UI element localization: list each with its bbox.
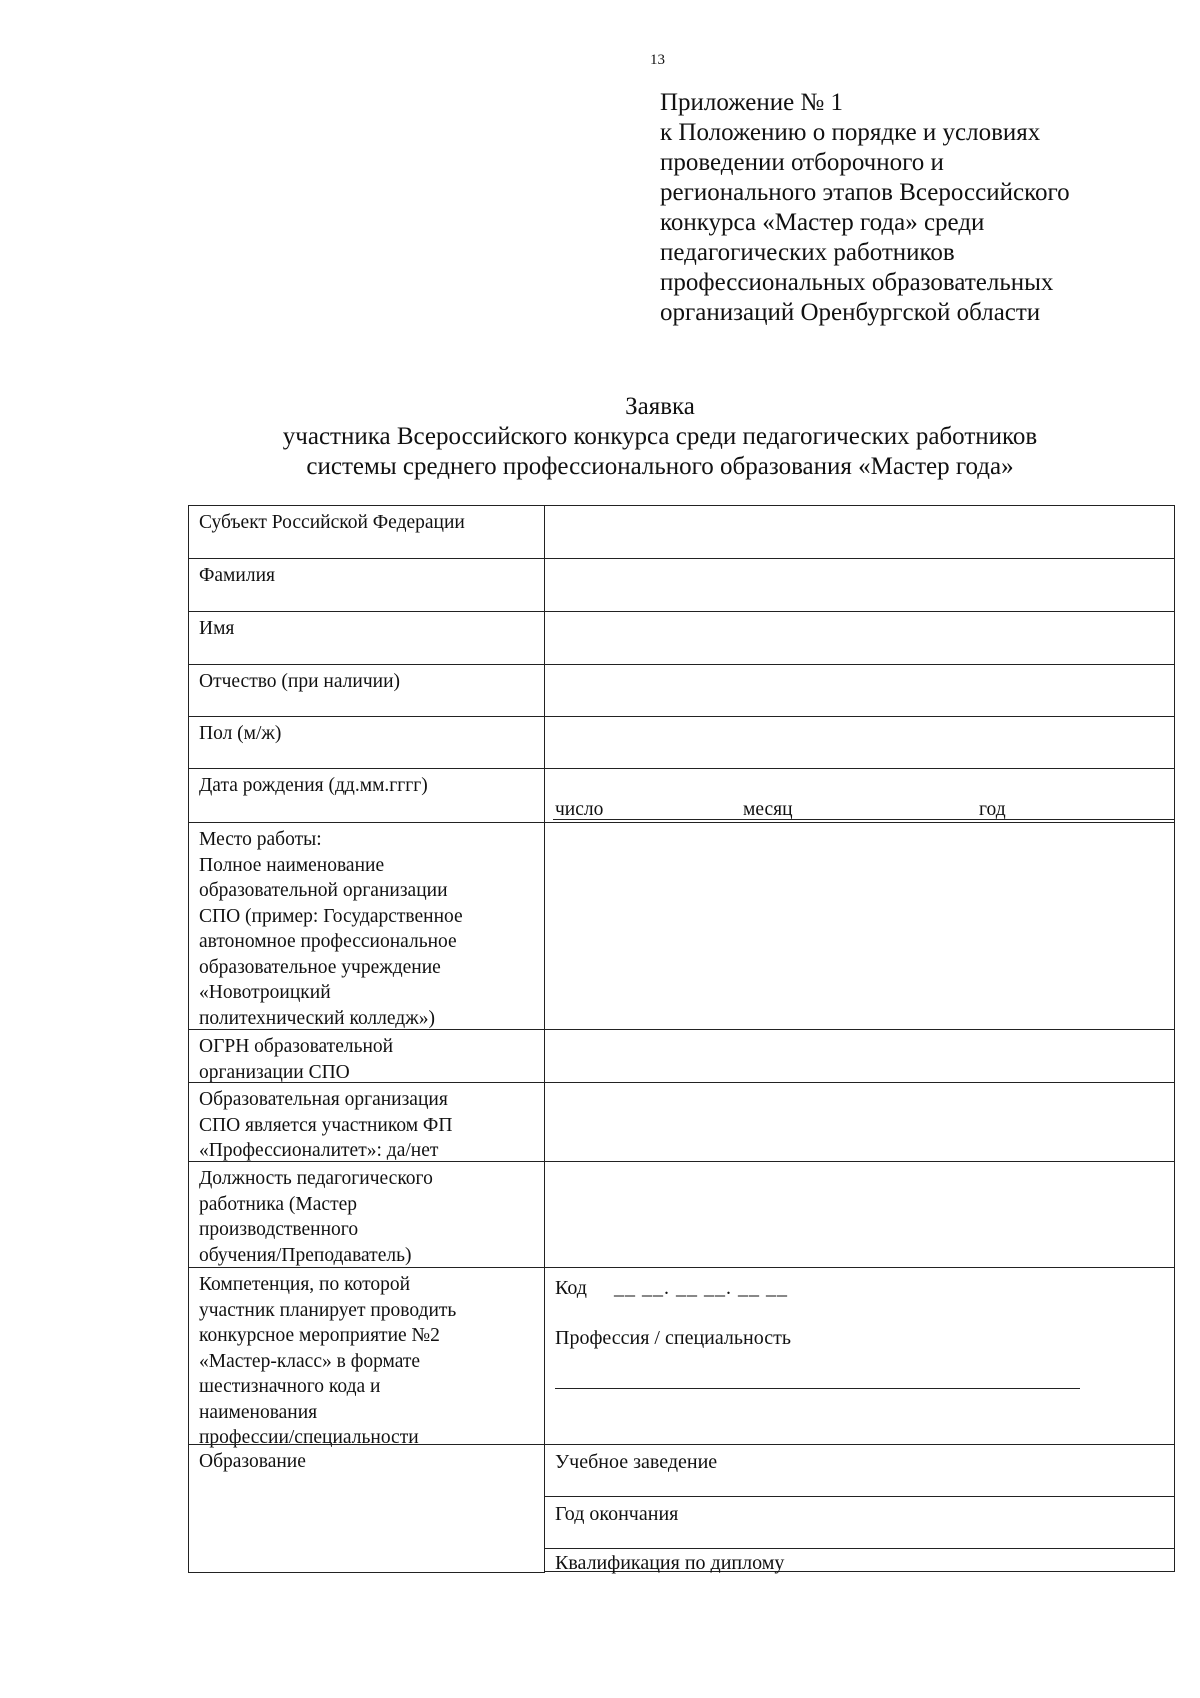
field-sex[interactable] [545,716,1175,768]
label-line: автономное профессиональное [199,931,457,952]
field-ogrn[interactable] [545,1029,1175,1082]
label-line: шестизначного кода и [199,1376,381,1397]
label-line: организации СПО [199,1061,350,1083]
row-sex [188,716,1175,768]
label-line: «Мастер-класс» в формате [199,1350,421,1372]
field-workplace[interactable] [545,822,1175,1029]
row-dob [188,768,1175,822]
appendix-line: проведении отборочного и [660,149,944,176]
field-dob[interactable] [545,768,1175,822]
field-subject[interactable] [545,505,1175,558]
appendix-line: педагогических работников [660,239,955,266]
row-competence [188,1267,1175,1448]
appendix-line: к Положению о порядке и условиях [660,119,1041,146]
label-line: конкурсное мероприятие №2 [199,1325,440,1346]
institution-label: Учебное заведение [555,1451,718,1473]
label-line: Образовательная организация [199,1089,448,1110]
label-ogrn [188,1029,545,1082]
label-line: работника (Мастер [199,1193,357,1215]
dob-month-label: месяц [743,798,793,820]
row-ogrn [188,1029,1175,1082]
label-line: ОГРН образовательной [199,1036,394,1057]
row-professionalitet [188,1082,1175,1161]
field-patronymic[interactable] [545,664,1175,716]
label-line: «Профессионалитет»: да/нет [199,1140,439,1161]
appendix-note [660,88,1160,328]
row-name [188,611,1175,664]
field-qualification[interactable] [545,1548,1175,1572]
row-subject [188,505,1175,558]
row-education [188,1444,1175,1572]
field-competence [545,1267,1175,1444]
document-title [200,392,1120,482]
field-surname[interactable] [545,558,1175,611]
row-position [188,1161,1175,1267]
label-line: Место работы: [199,829,322,850]
label-line: СПО является участником ФП [199,1114,453,1136]
label-workplace [188,822,545,1029]
qualification-label: Квалификация по диплому [555,1552,785,1574]
field-name[interactable] [545,611,1175,664]
label-sex: Пол (м/ж) [188,716,545,768]
field-professionalitet[interactable] [545,1082,1175,1161]
label-line: профессии/специальности [199,1427,419,1448]
code-label: Код [555,1277,587,1299]
label-name: Имя [188,611,545,664]
label-line: «Новотроицкий [199,982,331,1003]
label-line: наименования [199,1401,318,1423]
label-professionalitet [188,1082,545,1161]
code-mask: __ __. __ __. __ __ [613,1277,788,1299]
table-bottom-border [188,1572,545,1573]
title-line: системы среднего профессионального образования «Мастер года» [306,453,1014,480]
label-line: Компетенция, по которой [199,1274,411,1295]
label-line: участник планирует проводить [199,1299,457,1321]
appendix-line: профессиональных образовательных [660,269,1054,296]
label-patronymic: Отчество (при наличии) [188,664,545,716]
label-dob: Дата рождения (дд.мм.гггг) [188,768,545,822]
label-line: Полное наименование [199,854,385,876]
label-line: Должность педагогического [199,1168,433,1189]
label-line: производственного [199,1219,359,1240]
dob-year-label: год [979,798,1006,820]
row-patronymic [188,664,1175,716]
dob-day-label: число [555,798,604,820]
application-form [188,505,1175,1572]
code-field[interactable] [555,1276,788,1302]
label-line: политехнический колледж») [199,1007,435,1029]
appendix-line: Приложение № 1 [660,89,844,116]
label-education: Образование [188,1444,545,1572]
appendix-line: конкурса «Мастер года» среди [660,209,985,236]
title-line: участника Всероссийского конкурса среди педагогических работников [282,423,1038,450]
dob-underline [553,819,1174,820]
field-graduation-year[interactable] [545,1496,1175,1548]
label-subject: Субъект Российской Федерации [188,505,545,558]
label-line: обучения/Преподаватель) [199,1244,412,1266]
appendix-line: организаций Оренбургской области [660,299,1041,326]
label-competence [188,1267,545,1448]
appendix-line: регионального этапов Всероссийского [660,179,1070,206]
label-position [188,1161,545,1267]
label-line: образовательной организации [199,880,448,901]
row-surname [188,558,1175,611]
label-line: СПО (пример: Государственное [199,905,463,927]
field-position[interactable] [545,1161,1175,1267]
profession-label: Профессия / специальность [555,1327,791,1349]
graduation-year-label: Год окончания [555,1503,679,1525]
row-workplace [188,822,1175,1029]
label-line: образовательное учреждение [199,956,441,978]
title-heading: Заявка [625,393,695,420]
profession-input-line[interactable] [555,1388,1080,1389]
field-institution[interactable] [545,1444,1175,1496]
page-number: 13 [650,52,665,68]
label-surname: Фамилия [188,558,545,611]
